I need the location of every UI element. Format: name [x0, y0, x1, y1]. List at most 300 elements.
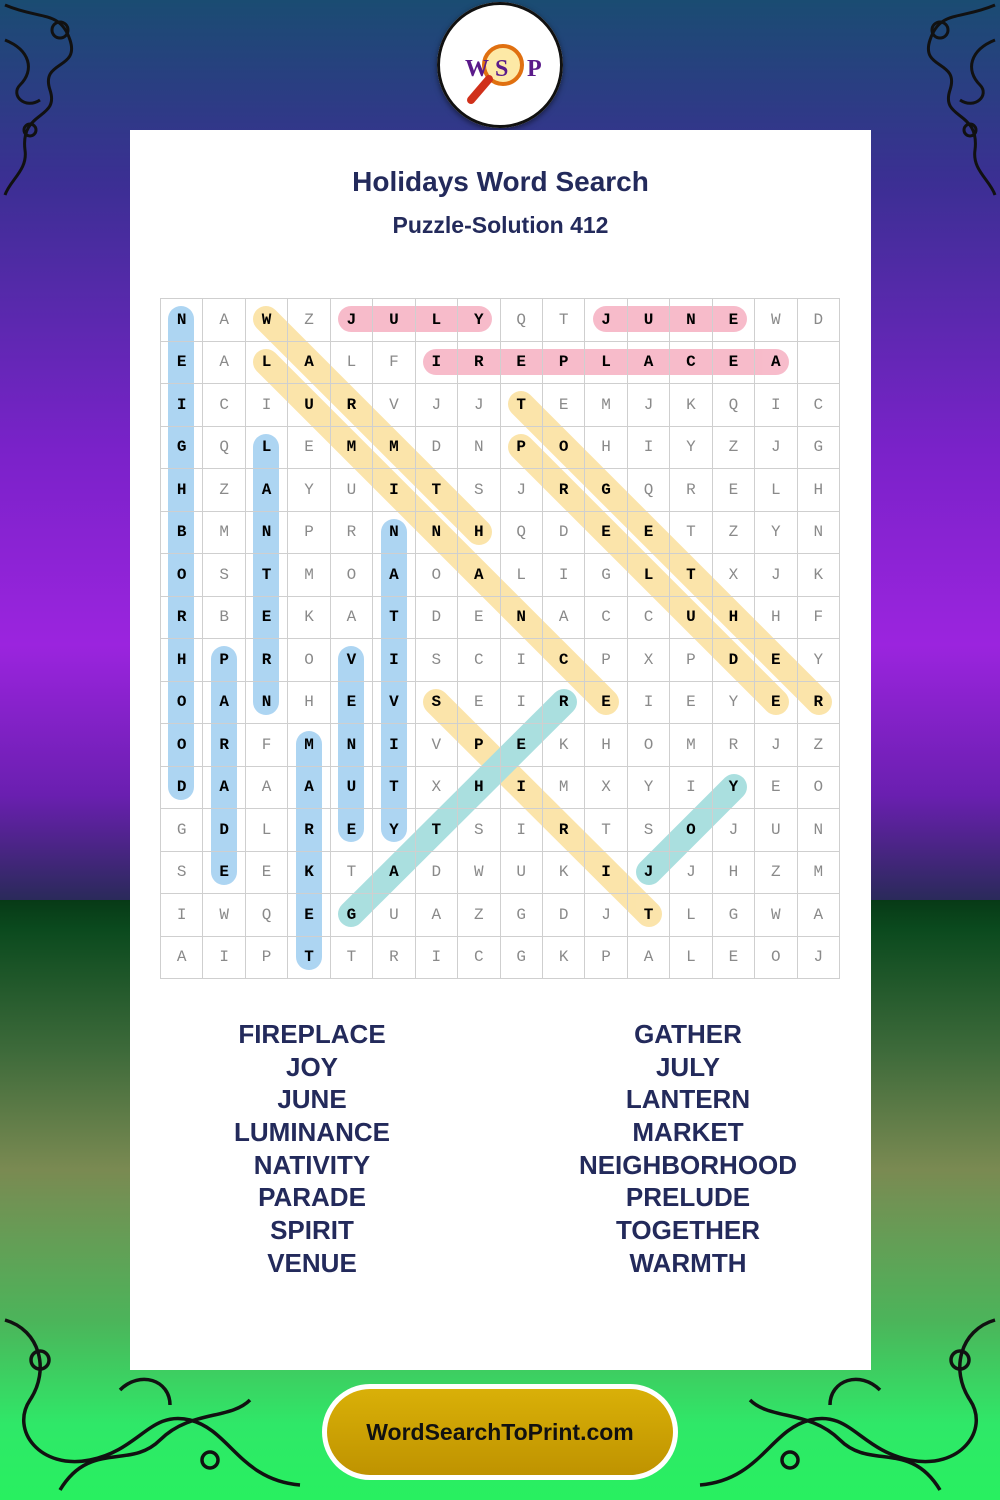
grid-cell[interactable]: O [161, 724, 203, 767]
grid-cell[interactable]: N [797, 809, 839, 852]
grid-cell[interactable]: G [712, 894, 754, 937]
grid-cell[interactable]: S [203, 554, 245, 597]
word-item: SPIRIT [270, 1215, 354, 1246]
grid-cell[interactable]: A [755, 341, 797, 384]
grid-row [161, 936, 840, 979]
grid-cell[interactable]: C [627, 596, 669, 639]
grid-cell[interactable]: T [627, 894, 669, 937]
grid-cell[interactable]: I [500, 639, 542, 682]
grid-cell[interactable]: S [458, 809, 500, 852]
grid-row [161, 469, 840, 512]
grid-cell[interactable]: U [330, 766, 372, 809]
grid-cell[interactable]: A [288, 766, 330, 809]
grid-cell[interactable]: R [245, 639, 287, 682]
grid-cell[interactable]: E [330, 809, 372, 852]
grid-cell[interactable]: K [542, 851, 584, 894]
grid-cell[interactable]: T [288, 936, 330, 979]
grid-cell[interactable]: N [161, 299, 203, 342]
grid-cell[interactable]: J [797, 936, 839, 979]
grid-cell[interactable]: T [245, 554, 287, 597]
grid-cell[interactable]: W [203, 894, 245, 937]
letter-table [160, 298, 840, 979]
grid-cell[interactable]: T [670, 554, 712, 597]
grid-cell[interactable]: J [585, 894, 627, 937]
grid-cell[interactable]: Y [458, 299, 500, 342]
grid-cell[interactable]: U [288, 384, 330, 427]
grid-cell[interactable]: Y [712, 766, 754, 809]
grid-cell[interactable]: S [161, 851, 203, 894]
grid-cell[interactable]: I [373, 639, 415, 682]
grid-row [161, 511, 840, 554]
grid-cell[interactable]: I [415, 936, 457, 979]
grid-cell[interactable]: M [797, 851, 839, 894]
grid-cell[interactable]: W [245, 299, 287, 342]
grid-cell[interactable]: A [627, 341, 669, 384]
grid-cell[interactable]: Q [712, 384, 754, 427]
grid-cell[interactable]: H [712, 851, 754, 894]
grid-cell[interactable]: R [330, 511, 372, 554]
grid-cell[interactable]: L [330, 341, 372, 384]
grid-cell[interactable]: D [415, 426, 457, 469]
grid-cell[interactable]: N [373, 511, 415, 554]
grid-cell[interactable]: E [755, 681, 797, 724]
grid-cell[interactable]: P [542, 341, 584, 384]
grid-cell[interactable]: P [670, 639, 712, 682]
grid-cell[interactable]: R [542, 809, 584, 852]
puzzle-card [130, 130, 871, 1370]
grid-cell[interactable]: J [500, 469, 542, 512]
grid-cell[interactable]: D [203, 809, 245, 852]
grid-cell[interactable]: R [712, 724, 754, 767]
grid-cell[interactable]: D [542, 894, 584, 937]
grid-cell[interactable]: S [415, 639, 457, 682]
grid-cell[interactable]: E [585, 681, 627, 724]
grid-cell[interactable]: C [458, 936, 500, 979]
grid-cell[interactable]: W [755, 894, 797, 937]
grid-cell[interactable]: J [755, 724, 797, 767]
grid-cell[interactable]: A [203, 766, 245, 809]
grid-cell[interactable]: D [542, 511, 584, 554]
grid-cell[interactable]: O [797, 766, 839, 809]
grid-cell[interactable]: U [755, 809, 797, 852]
grid-cell[interactable]: I [161, 894, 203, 937]
grid-cell[interactable]: R [542, 469, 584, 512]
grid-cell[interactable]: E [500, 724, 542, 767]
grid-cell[interactable]: E [458, 596, 500, 639]
grid-cell[interactable]: J [755, 426, 797, 469]
grid-cell[interactable]: E [500, 341, 542, 384]
grid-cell[interactable]: B [161, 511, 203, 554]
grid-cell[interactable]: O [161, 681, 203, 724]
grid-cell[interactable]: H [712, 596, 754, 639]
grid-cell[interactable]: J [627, 851, 669, 894]
grid-cell[interactable]: D [161, 766, 203, 809]
grid-cell[interactable]: E [627, 511, 669, 554]
grid-row [161, 724, 840, 767]
word-item: MARKET [632, 1117, 744, 1148]
grid-cell[interactable]: M [288, 724, 330, 767]
word-item: JOY [285, 1051, 339, 1082]
word-item: JULY [655, 1051, 721, 1082]
grid-cell[interactable]: I [755, 384, 797, 427]
grid-cell[interactable]: A [373, 554, 415, 597]
grid-cell[interactable]: H [585, 724, 627, 767]
grid-cell[interactable]: A [542, 596, 584, 639]
grid-cell[interactable]: N [415, 511, 457, 554]
grid-cell[interactable]: A [245, 469, 287, 512]
page-subtitle: Puzzle-Solution 412 [392, 212, 609, 238]
grid-cell[interactable]: M [542, 766, 584, 809]
grid-cell[interactable]: T [415, 469, 457, 512]
grid-cell[interactable]: I [500, 766, 542, 809]
grid-cell[interactable]: L [500, 554, 542, 597]
word-list-right [538, 1018, 838, 1280]
grid-cell[interactable]: L [755, 469, 797, 512]
grid-cell[interactable]: H [161, 469, 203, 512]
footer-link[interactable] [322, 1384, 678, 1480]
grid-cell[interactable]: R [161, 596, 203, 639]
grid-cell[interactable]: G [797, 426, 839, 469]
word-item: VENUE [267, 1247, 357, 1278]
grid-cell[interactable]: H [585, 426, 627, 469]
grid-cell[interactable]: N [245, 511, 287, 554]
grid-cell[interactable]: J [670, 851, 712, 894]
grid-cell[interactable]: C [542, 639, 584, 682]
grid-cell[interactable]: L [627, 554, 669, 597]
grid-cell[interactable]: Y [712, 681, 754, 724]
grid-cell[interactable]: E [288, 894, 330, 937]
grid-cell[interactable]: F [373, 341, 415, 384]
grid-cell[interactable]: G [161, 809, 203, 852]
grid-cell[interactable]: K [288, 596, 330, 639]
logo-letter-s: S [495, 56, 509, 82]
grid-cell[interactable]: T [373, 766, 415, 809]
grid-cell[interactable]: P [288, 511, 330, 554]
grid-cell[interactable] [797, 341, 839, 384]
grid-cell[interactable]: Y [373, 809, 415, 852]
grid-cell[interactable]: L [245, 426, 287, 469]
grid-cell[interactable]: I [500, 809, 542, 852]
grid-cell[interactable]: I [500, 681, 542, 724]
grid-cell[interactable]: M [373, 426, 415, 469]
grid-cell[interactable]: U [627, 299, 669, 342]
site-logo[interactable] [437, 2, 563, 128]
grid-cell[interactable]: E [712, 469, 754, 512]
grid-cell[interactable]: E [670, 681, 712, 724]
grid-cell[interactable]: R [373, 936, 415, 979]
grid-cell[interactable]: I [245, 384, 287, 427]
grid-cell[interactable]: Q [203, 426, 245, 469]
grid-cell[interactable]: Z [712, 511, 754, 554]
grid-row [161, 851, 840, 894]
grid-cell[interactable]: V [415, 724, 457, 767]
grid-row [161, 766, 840, 809]
grid-cell[interactable]: I [373, 724, 415, 767]
grid-cell[interactable]: E [585, 511, 627, 554]
grid-cell[interactable]: C [203, 384, 245, 427]
grid-cell[interactable]: X [585, 766, 627, 809]
grid-cell[interactable]: A [627, 936, 669, 979]
grid-cell[interactable]: F [797, 596, 839, 639]
grid-cell[interactable]: I [585, 851, 627, 894]
grid-cell[interactable]: E [755, 639, 797, 682]
grid-cell[interactable]: T [542, 299, 584, 342]
grid-cell[interactable]: H [755, 596, 797, 639]
grid-cell[interactable]: N [458, 426, 500, 469]
grid-row [161, 341, 840, 384]
grid-cell[interactable]: R [330, 384, 372, 427]
grid-cell[interactable]: L [670, 936, 712, 979]
grid-cell[interactable]: Q [500, 511, 542, 554]
grid-cell[interactable]: R [203, 724, 245, 767]
word-item: NEIGHBORHOOD [578, 1149, 798, 1180]
footer-link-label: WordSearchToPrint.com [327, 1389, 673, 1475]
grid-cell[interactable]: X [712, 554, 754, 597]
grid-row [161, 894, 840, 937]
grid-cell[interactable]: A [203, 681, 245, 724]
grid-cell[interactable]: K [542, 724, 584, 767]
grid-cell[interactable]: U [373, 894, 415, 937]
grid-cell[interactable]: A [330, 596, 372, 639]
word-item: GATHER [634, 1019, 742, 1049]
grid-row [161, 596, 840, 639]
grid-row [161, 384, 840, 427]
grid-cell[interactable]: G [330, 894, 372, 937]
grid-cell[interactable]: J [330, 299, 372, 342]
grid-cell[interactable]: M [670, 724, 712, 767]
grid-cell[interactable]: E [288, 426, 330, 469]
grid-cell[interactable]: C [797, 384, 839, 427]
logo-magnifier-icon [445, 10, 555, 120]
grid-cell[interactable]: P [500, 426, 542, 469]
grid-cell[interactable]: Q [245, 894, 287, 937]
word-item: LUMINANCE [234, 1117, 390, 1148]
grid-cell[interactable]: W [755, 299, 797, 342]
grid-cell[interactable]: D [415, 596, 457, 639]
grid-cell[interactable]: H [797, 469, 839, 512]
grid-cell[interactable]: P [458, 724, 500, 767]
grid-cell[interactable]: S [458, 469, 500, 512]
grid-cell[interactable]: H [161, 639, 203, 682]
grid-cell[interactable]: U [373, 299, 415, 342]
grid-cell[interactable]: J [755, 554, 797, 597]
grid-cell[interactable]: J [458, 384, 500, 427]
grid-cell[interactable]: I [627, 426, 669, 469]
grid-cell[interactable]: M [288, 554, 330, 597]
grid-cell[interactable]: K [288, 851, 330, 894]
grid-cell[interactable]: G [585, 469, 627, 512]
grid-cell[interactable]: K [797, 554, 839, 597]
grid-cell[interactable]: L [245, 809, 287, 852]
grid-cell[interactable]: L [245, 341, 287, 384]
word-item: PARADE [258, 1182, 366, 1213]
grid-cell[interactable]: J [712, 809, 754, 852]
grid-cell[interactable]: S [415, 681, 457, 724]
grid-cell[interactable]: W [458, 851, 500, 894]
grid-cell[interactable]: T [330, 851, 372, 894]
grid-row [161, 681, 840, 724]
grid-cell[interactable]: N [245, 681, 287, 724]
grid-cell[interactable]: E [712, 936, 754, 979]
grid-cell[interactable]: E [712, 341, 754, 384]
grid-cell[interactable]: Z [712, 426, 754, 469]
grid-cell[interactable]: X [627, 639, 669, 682]
grid-cell[interactable]: E [203, 851, 245, 894]
grid-cell[interactable]: P [245, 936, 287, 979]
grid-cell[interactable]: E [330, 681, 372, 724]
logo-letter-w: W [465, 56, 489, 82]
grid-cell[interactable]: T [415, 809, 457, 852]
grid-cell[interactable]: S [627, 809, 669, 852]
grid-cell[interactable]: N [670, 299, 712, 342]
grid-cell[interactable]: Z [203, 469, 245, 512]
grid-cell[interactable]: E [542, 384, 584, 427]
grid-cell[interactable]: I [415, 341, 457, 384]
grid-cell[interactable]: O [755, 936, 797, 979]
grid-cell[interactable]: Q [500, 299, 542, 342]
grid-cell[interactable]: G [585, 554, 627, 597]
word-item: FIREPLACE [238, 1019, 386, 1049]
word-item: LANTERN [625, 1084, 751, 1115]
word-grid [160, 298, 840, 978]
grid-cell[interactable]: Y [755, 511, 797, 554]
grid-cell[interactable]: A [245, 766, 287, 809]
grid-cell[interactable]: L [415, 299, 457, 342]
grid-cell[interactable]: V [373, 681, 415, 724]
grid-cell[interactable]: I [627, 681, 669, 724]
grid-cell[interactable]: Y [288, 469, 330, 512]
grid-cell[interactable]: I [670, 766, 712, 809]
grid-cell[interactable]: Z [288, 299, 330, 342]
grid-cell[interactable]: D [712, 639, 754, 682]
grid-cell[interactable]: X [415, 766, 457, 809]
grid-cell[interactable]: C [670, 341, 712, 384]
grid-cell[interactable]: M [330, 426, 372, 469]
grid-row [161, 809, 840, 852]
grid-cell[interactable]: I [542, 554, 584, 597]
grid-cell[interactable]: O [330, 554, 372, 597]
grid-cell[interactable]: I [161, 384, 203, 427]
word-item: JUNE [277, 1084, 347, 1115]
grid-cell[interactable]: L [670, 894, 712, 937]
grid-cell[interactable]: M [203, 511, 245, 554]
grid-row [161, 639, 840, 682]
grid-cell[interactable]: M [585, 384, 627, 427]
grid-cell[interactable]: O [161, 554, 203, 597]
grid-cell[interactable]: J [627, 384, 669, 427]
grid-cell[interactable]: A [288, 341, 330, 384]
grid-cell[interactable]: J [585, 299, 627, 342]
grid-row [161, 426, 840, 469]
grid-cell[interactable]: E [245, 851, 287, 894]
grid-cell[interactable]: L [585, 341, 627, 384]
grid-cell[interactable]: T [670, 511, 712, 554]
grid-cell[interactable]: T [500, 384, 542, 427]
grid-cell[interactable]: Z [797, 724, 839, 767]
grid-cell[interactable]: V [330, 639, 372, 682]
grid-cell[interactable]: A [415, 894, 457, 937]
grid-cell[interactable]: R [670, 469, 712, 512]
grid-cell[interactable]: Y [797, 639, 839, 682]
grid-cell[interactable]: D [415, 851, 457, 894]
grid-cell[interactable]: C [585, 596, 627, 639]
grid-cell[interactable]: A [203, 299, 245, 342]
grid-cell[interactable]: I [373, 469, 415, 512]
page-title: Holidays Word Search [352, 166, 649, 197]
grid-cell[interactable]: R [288, 809, 330, 852]
grid-cell[interactable]: P [203, 639, 245, 682]
grid-cell[interactable]: U [330, 469, 372, 512]
grid-cell[interactable]: A [797, 894, 839, 937]
grid-cell[interactable]: G [161, 426, 203, 469]
grid-cell[interactable]: T [373, 596, 415, 639]
grid-cell[interactable]: K [670, 384, 712, 427]
grid-cell[interactable]: U [500, 851, 542, 894]
grid-cell[interactable]: H [458, 511, 500, 554]
grid-cell[interactable]: E [712, 299, 754, 342]
grid-cell[interactable]: N [330, 724, 372, 767]
grid-cell[interactable]: A [458, 554, 500, 597]
grid-cell[interactable]: H [458, 766, 500, 809]
grid-cell[interactable]: F [245, 724, 287, 767]
grid-cell[interactable]: T [585, 809, 627, 852]
grid-cell[interactable]: G [500, 894, 542, 937]
grid-cell[interactable]: U [670, 596, 712, 639]
ornament-top-left [0, 0, 130, 200]
grid-cell[interactable]: D [797, 299, 839, 342]
word-item: TOGETHER [616, 1215, 760, 1246]
grid-cell[interactable]: N [797, 511, 839, 554]
word-item: NATIVITY [253, 1149, 371, 1180]
grid-cell[interactable]: E [755, 766, 797, 809]
grid-cell[interactable]: R [542, 681, 584, 724]
grid-cell[interactable]: A [373, 851, 415, 894]
grid-cell[interactable]: J [415, 384, 457, 427]
ornament-top-right [870, 0, 1000, 200]
grid-cell[interactable]: P [585, 936, 627, 979]
grid-cell[interactable]: B [203, 596, 245, 639]
grid-cell[interactable]: N [500, 596, 542, 639]
grid-cell[interactable]: Y [670, 426, 712, 469]
grid-cell[interactable]: O [670, 809, 712, 852]
grid-cell[interactable]: E [458, 681, 500, 724]
grid-cell[interactable]: A [161, 936, 203, 979]
grid-cell[interactable]: P [585, 639, 627, 682]
logo-letter-p: P [527, 56, 542, 82]
grid-cell[interactable]: O [288, 639, 330, 682]
grid-cell[interactable]: O [542, 426, 584, 469]
grid-cell[interactable]: C [458, 639, 500, 682]
grid-cell[interactable]: I [203, 936, 245, 979]
grid-cell[interactable]: E [161, 341, 203, 384]
grid-cell[interactable]: Z [755, 851, 797, 894]
grid-cell[interactable]: T [330, 936, 372, 979]
grid-cell[interactable]: A [203, 341, 245, 384]
grid-cell[interactable]: O [415, 554, 457, 597]
grid-cell[interactable]: Y [627, 766, 669, 809]
grid-cell[interactable]: R [458, 341, 500, 384]
grid-cell[interactable]: H [288, 681, 330, 724]
grid-cell[interactable]: V [373, 384, 415, 427]
grid-cell[interactable]: O [627, 724, 669, 767]
grid-cell[interactable]: Q [627, 469, 669, 512]
grid-cell[interactable]: G [500, 936, 542, 979]
grid-cell[interactable]: E [245, 596, 287, 639]
grid-cell[interactable]: Z [458, 894, 500, 937]
grid-cell[interactable]: K [542, 936, 584, 979]
word-list-left [162, 1018, 462, 1280]
grid-cell[interactable]: R [797, 681, 839, 724]
